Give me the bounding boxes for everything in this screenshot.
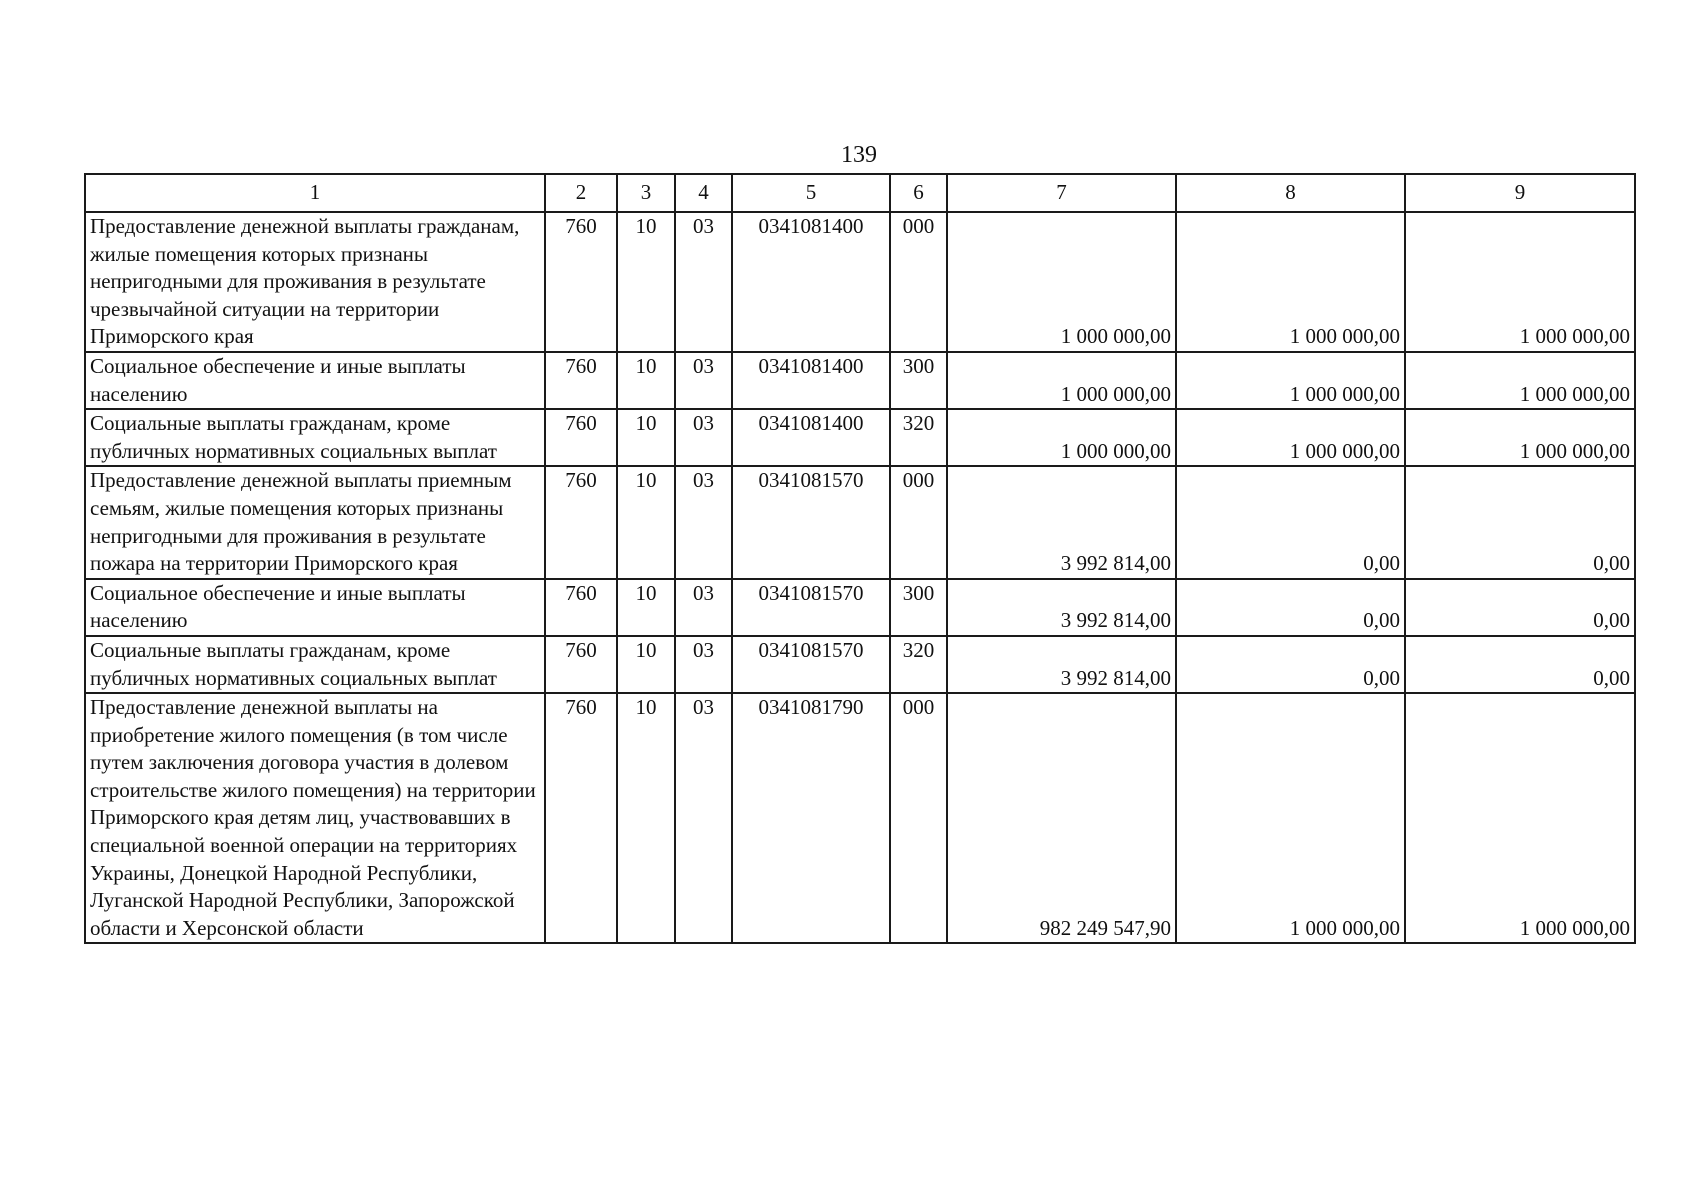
row-sum-8: 1 000 000,00 xyxy=(1176,693,1405,943)
row-sum-9: 0,00 xyxy=(1405,466,1635,578)
row-sum-7: 982 249 547,90 xyxy=(947,693,1176,943)
row-code-2: 760 xyxy=(545,409,617,466)
row-code-6: 000 xyxy=(890,212,947,352)
row-sum-8: 1 000 000,00 xyxy=(1176,352,1405,409)
table-row xyxy=(85,352,1635,409)
page-number: 139 xyxy=(841,142,877,168)
header-cell-3: 3 xyxy=(617,174,675,212)
header-row xyxy=(85,174,1635,212)
row-sum-7: 3 992 814,00 xyxy=(947,636,1176,693)
row-code-4: 03 xyxy=(675,212,732,352)
header-cell-8: 8 xyxy=(1176,174,1405,212)
row-code-3: 10 xyxy=(617,409,675,466)
row-code-5: 0341081400 xyxy=(732,212,890,352)
header-cell-7: 7 xyxy=(947,174,1176,212)
row-sum-9: 1 000 000,00 xyxy=(1405,212,1635,352)
row-name: Социальное обеспечение и иные выплаты населению xyxy=(85,579,545,636)
row-code-6: 000 xyxy=(890,693,947,943)
row-code-4: 03 xyxy=(675,466,732,578)
header-cell-1: 1 xyxy=(85,174,545,212)
table-row xyxy=(85,693,1635,943)
row-name: Социальное обеспечение и иные выплаты населению xyxy=(85,352,545,409)
table-row xyxy=(85,212,1635,352)
row-sum-8: 0,00 xyxy=(1176,636,1405,693)
row-code-6: 320 xyxy=(890,636,947,693)
table-row xyxy=(85,409,1635,466)
row-code-6: 000 xyxy=(890,466,947,578)
row-sum-9: 1 000 000,00 xyxy=(1405,693,1635,943)
row-code-4: 03 xyxy=(675,579,732,636)
row-code-5: 0341081790 xyxy=(732,693,890,943)
row-name: Социальные выплаты гражданам, кроме публичных нормативных социальных выплат xyxy=(85,636,545,693)
row-code-3: 10 xyxy=(617,212,675,352)
row-code-2: 760 xyxy=(545,693,617,943)
row-sum-8: 1 000 000,00 xyxy=(1176,212,1405,352)
row-code-2: 760 xyxy=(545,352,617,409)
row-code-6: 300 xyxy=(890,579,947,636)
header-cell-4: 4 xyxy=(675,174,732,212)
row-code-6: 300 xyxy=(890,352,947,409)
row-name: Социальные выплаты гражданам, кроме публичных нормативных социальных выплат xyxy=(85,409,545,466)
row-sum-7: 3 992 814,00 xyxy=(947,466,1176,578)
row-code-3: 10 xyxy=(617,352,675,409)
row-sum-7: 1 000 000,00 xyxy=(947,352,1176,409)
table-row xyxy=(85,466,1635,578)
row-sum-9: 1 000 000,00 xyxy=(1405,409,1635,466)
table-row xyxy=(85,636,1635,693)
row-code-2: 760 xyxy=(545,466,617,578)
header-cell-9: 9 xyxy=(1405,174,1635,212)
row-code-3: 10 xyxy=(617,466,675,578)
table-row xyxy=(85,579,1635,636)
row-code-4: 03 xyxy=(675,409,732,466)
row-sum-8: 0,00 xyxy=(1176,466,1405,578)
row-sum-7: 3 992 814,00 xyxy=(947,579,1176,636)
row-sum-7: 1 000 000,00 xyxy=(947,409,1176,466)
row-code-2: 760 xyxy=(545,579,617,636)
row-sum-9: 1 000 000,00 xyxy=(1405,352,1635,409)
header-cell-5: 5 xyxy=(732,174,890,212)
row-code-4: 03 xyxy=(675,636,732,693)
budget-table xyxy=(84,173,1636,944)
row-code-2: 760 xyxy=(545,636,617,693)
row-sum-7: 1 000 000,00 xyxy=(947,212,1176,352)
row-code-6: 320 xyxy=(890,409,947,466)
row-code-3: 10 xyxy=(617,693,675,943)
row-code-5: 0341081570 xyxy=(732,466,890,578)
row-sum-9: 0,00 xyxy=(1405,579,1635,636)
row-code-3: 10 xyxy=(617,636,675,693)
header-cell-2: 2 xyxy=(545,174,617,212)
row-code-5: 0341081400 xyxy=(732,352,890,409)
row-code-5: 0341081400 xyxy=(732,409,890,466)
row-sum-8: 1 000 000,00 xyxy=(1176,409,1405,466)
header-cell-6: 6 xyxy=(890,174,947,212)
row-code-4: 03 xyxy=(675,352,732,409)
row-code-5: 0341081570 xyxy=(732,636,890,693)
row-name: Предоставление денежной выплаты гражданам, жилые помещения которых признаны непригодными для проживания в результате чрезвычайной ситуации на территории Приморского края xyxy=(85,212,545,352)
row-name: Предоставление денежной выплаты приемным семьям, жилые помещения которых признаны непригодными для проживания в результате пожара на территории Приморского края xyxy=(85,466,545,578)
row-sum-9: 0,00 xyxy=(1405,636,1635,693)
row-code-2: 760 xyxy=(545,212,617,352)
row-code-5: 0341081570 xyxy=(732,579,890,636)
row-name: Предоставление денежной выплаты на приобретение жилого помещения (в том числе путем заключения договора участия в долевом строительстве жилого помещения) на территории Приморского края детям лиц, участвовавших в специальной военной операции на территориях Украины, Донецкой Народной Республики, Луганской Народной Республики, Запорожской области и Херсонской области xyxy=(85,693,545,943)
row-code-3: 10 xyxy=(617,579,675,636)
row-code-4: 03 xyxy=(675,693,732,943)
row-sum-8: 0,00 xyxy=(1176,579,1405,636)
